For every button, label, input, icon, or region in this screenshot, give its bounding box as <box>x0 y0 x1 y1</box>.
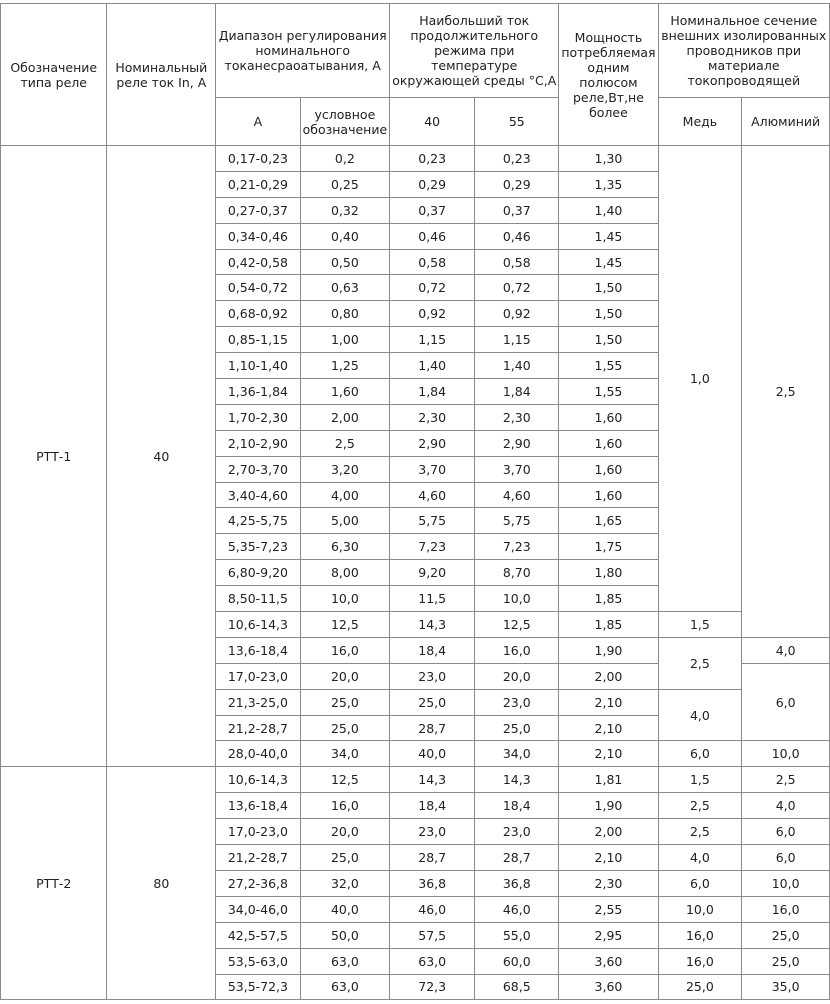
power-cell: 2,10 <box>559 741 658 767</box>
range-a-cell: 17,0-23,0 <box>216 663 300 689</box>
current-55-cell: 0,58 <box>475 249 559 275</box>
current-40-cell: 1,40 <box>390 353 475 379</box>
header-temp-40: 40 <box>390 98 475 146</box>
range-code-cell: 25,0 <box>300 689 390 715</box>
aluminum-section-cell: 4,0 <box>742 637 830 663</box>
copper-section-cell: 2,5 <box>658 819 742 845</box>
group-nominal-cell: 80 <box>107 767 216 1000</box>
range-code-cell: 40,0 <box>300 896 390 922</box>
current-55-cell: 10,0 <box>475 586 559 612</box>
header-max-current: Наибольший ток продолжительного режима при температуре окружающей среды °С,А <box>390 4 559 98</box>
current-40-cell: 23,0 <box>390 819 475 845</box>
range-code-cell: 0,80 <box>300 301 390 327</box>
table-header <box>1 4 830 146</box>
range-code-cell: 2,00 <box>300 404 390 430</box>
power-cell: 1,60 <box>559 430 658 456</box>
current-55-cell: 0,37 <box>475 197 559 223</box>
group-type-cell: РТТ-2 <box>1 767 107 1000</box>
power-cell: 1,50 <box>559 327 658 353</box>
current-40-cell: 1,84 <box>390 379 475 405</box>
copper-section-cell: 1,5 <box>658 767 742 793</box>
copper-section-cell: 6,0 <box>658 741 742 767</box>
current-55-cell: 1,40 <box>475 353 559 379</box>
current-55-cell: 12,5 <box>475 612 559 638</box>
range-a-cell: 0,42-0,58 <box>216 249 300 275</box>
power-cell: 1,45 <box>559 223 658 249</box>
range-code-cell: 6,30 <box>300 534 390 560</box>
range-a-cell: 10,6-14,3 <box>216 612 300 638</box>
current-55-cell: 8,70 <box>475 560 559 586</box>
power-cell: 1,50 <box>559 301 658 327</box>
copper-section-cell: 4,0 <box>658 845 742 871</box>
range-a-cell: 42,5-57,5 <box>216 922 300 948</box>
current-55-cell: 3,70 <box>475 456 559 482</box>
current-55-cell: 0,23 <box>475 146 559 172</box>
header-copper: Медь <box>658 98 742 146</box>
header-power: Мощность потребляемая одним полюсом реле,Вт,не более <box>559 4 658 146</box>
aluminum-section-cell: 6,0 <box>742 819 830 845</box>
range-a-cell: 27,2-36,8 <box>216 870 300 896</box>
power-cell: 1,60 <box>559 482 658 508</box>
range-code-cell: 12,5 <box>300 767 390 793</box>
power-cell: 2,10 <box>559 845 658 871</box>
current-40-cell: 18,4 <box>390 793 475 819</box>
range-a-cell: 0,68-0,92 <box>216 301 300 327</box>
current-55-cell: 2,90 <box>475 430 559 456</box>
range-a-cell: 34,0-46,0 <box>216 896 300 922</box>
power-cell: 1,75 <box>559 534 658 560</box>
current-55-cell: 36,8 <box>475 870 559 896</box>
aluminum-section-cell: 4,0 <box>742 793 830 819</box>
power-cell: 1,80 <box>559 560 658 586</box>
range-code-cell: 20,0 <box>300 663 390 689</box>
power-cell: 1,50 <box>559 275 658 301</box>
range-code-cell: 4,00 <box>300 482 390 508</box>
current-40-cell: 0,46 <box>390 223 475 249</box>
current-55-cell: 16,0 <box>475 637 559 663</box>
current-40-cell: 0,23 <box>390 146 475 172</box>
range-a-cell: 10,6-14,3 <box>216 767 300 793</box>
range-a-cell: 4,25-5,75 <box>216 508 300 534</box>
power-cell: 3,60 <box>559 948 658 974</box>
current-55-cell: 0,29 <box>475 171 559 197</box>
range-code-cell: 0,2 <box>300 146 390 172</box>
current-55-cell: 0,72 <box>475 275 559 301</box>
range-code-cell: 0,25 <box>300 171 390 197</box>
range-a-cell: 0,21-0,29 <box>216 171 300 197</box>
range-a-cell: 1,70-2,30 <box>216 404 300 430</box>
range-code-cell: 25,0 <box>300 845 390 871</box>
copper-section-cell: 6,0 <box>658 870 742 896</box>
power-cell: 2,10 <box>559 715 658 741</box>
power-cell: 2,10 <box>559 689 658 715</box>
range-code-cell: 10,0 <box>300 586 390 612</box>
current-40-cell: 4,60 <box>390 482 475 508</box>
range-code-cell: 16,0 <box>300 637 390 663</box>
copper-section-cell: 1,0 <box>658 146 742 612</box>
power-cell: 1,81 <box>559 767 658 793</box>
current-40-cell: 0,58 <box>390 249 475 275</box>
current-55-cell: 55,0 <box>475 922 559 948</box>
power-cell: 1,90 <box>559 637 658 663</box>
range-a-cell: 2,70-3,70 <box>216 456 300 482</box>
power-cell: 1,45 <box>559 249 658 275</box>
range-a-cell: 28,0-40,0 <box>216 741 300 767</box>
header-range: Диапазон регулирования номинального токанесраоатывания, А <box>216 4 390 98</box>
current-40-cell: 3,70 <box>390 456 475 482</box>
power-cell: 1,60 <box>559 404 658 430</box>
range-code-cell: 5,00 <box>300 508 390 534</box>
current-40-cell: 18,4 <box>390 637 475 663</box>
current-55-cell: 0,92 <box>475 301 559 327</box>
current-40-cell: 46,0 <box>390 896 475 922</box>
range-a-cell: 2,10-2,90 <box>216 430 300 456</box>
aluminum-section-cell: 25,0 <box>742 922 830 948</box>
copper-section-cell: 16,0 <box>658 948 742 974</box>
power-cell: 2,55 <box>559 896 658 922</box>
range-a-cell: 0,85-1,15 <box>216 327 300 353</box>
copper-section-cell: 10,0 <box>658 896 742 922</box>
header-temp-55: 55 <box>475 98 559 146</box>
current-55-cell: 1,15 <box>475 327 559 353</box>
range-a-cell: 0,27-0,37 <box>216 197 300 223</box>
range-code-cell: 0,63 <box>300 275 390 301</box>
range-a-cell: 13,6-18,4 <box>216 793 300 819</box>
current-55-cell: 7,23 <box>475 534 559 560</box>
current-55-cell: 4,60 <box>475 482 559 508</box>
current-40-cell: 5,75 <box>390 508 475 534</box>
range-code-cell: 63,0 <box>300 948 390 974</box>
current-55-cell: 1,84 <box>475 379 559 405</box>
table-row <box>1 767 830 793</box>
range-a-cell: 21,2-28,7 <box>216 715 300 741</box>
current-40-cell: 36,8 <box>390 870 475 896</box>
range-code-cell: 25,0 <box>300 715 390 741</box>
range-a-cell: 0,17-0,23 <box>216 146 300 172</box>
range-code-cell: 12,5 <box>300 612 390 638</box>
current-40-cell: 25,0 <box>390 689 475 715</box>
current-55-cell: 25,0 <box>475 715 559 741</box>
power-cell: 1,85 <box>559 586 658 612</box>
power-cell: 1,55 <box>559 353 658 379</box>
copper-section-cell: 1,5 <box>658 612 742 638</box>
range-a-cell: 53,5-72,3 <box>216 974 300 1000</box>
range-a-cell: 21,3-25,0 <box>216 689 300 715</box>
current-40-cell: 7,23 <box>390 534 475 560</box>
range-code-cell: 8,00 <box>300 560 390 586</box>
header-section: Номинальное сечение внешних изолированных проводников при материале токопроводящей <box>658 4 829 98</box>
power-cell: 1,65 <box>559 508 658 534</box>
range-code-cell: 32,0 <box>300 870 390 896</box>
range-code-cell: 1,25 <box>300 353 390 379</box>
aluminum-section-cell: 25,0 <box>742 948 830 974</box>
aluminum-section-cell: 10,0 <box>742 741 830 767</box>
current-55-cell: 20,0 <box>475 663 559 689</box>
copper-section-cell: 25,0 <box>658 974 742 1000</box>
current-40-cell: 14,3 <box>390 767 475 793</box>
aluminum-section-cell: 2,5 <box>742 767 830 793</box>
current-55-cell: 34,0 <box>475 741 559 767</box>
current-55-cell: 68,5 <box>475 974 559 1000</box>
group-type-cell: РТТ-1 <box>1 146 107 767</box>
range-code-cell: 34,0 <box>300 741 390 767</box>
current-55-cell: 46,0 <box>475 896 559 922</box>
power-cell: 1,35 <box>559 171 658 197</box>
relay-spec-table <box>0 3 830 1000</box>
range-a-cell: 0,34-0,46 <box>216 223 300 249</box>
current-55-cell: 5,75 <box>475 508 559 534</box>
power-cell: 1,30 <box>559 146 658 172</box>
range-code-cell: 0,40 <box>300 223 390 249</box>
range-a-cell: 3,40-4,60 <box>216 482 300 508</box>
range-a-cell: 1,10-1,40 <box>216 353 300 379</box>
range-code-cell: 3,20 <box>300 456 390 482</box>
range-code-cell: 1,60 <box>300 379 390 405</box>
current-40-cell: 0,92 <box>390 301 475 327</box>
header-aluminum: Алюминий <box>742 98 830 146</box>
current-40-cell: 0,72 <box>390 275 475 301</box>
current-55-cell: 2,30 <box>475 404 559 430</box>
range-code-cell: 0,32 <box>300 197 390 223</box>
current-55-cell: 28,7 <box>475 845 559 871</box>
current-40-cell: 2,30 <box>390 404 475 430</box>
power-cell: 2,95 <box>559 922 658 948</box>
group-nominal-cell: 40 <box>107 146 216 767</box>
power-cell: 2,00 <box>559 819 658 845</box>
current-40-cell: 14,3 <box>390 612 475 638</box>
power-cell: 1,90 <box>559 793 658 819</box>
copper-section-cell: 16,0 <box>658 922 742 948</box>
power-cell: 1,40 <box>559 197 658 223</box>
copper-section-cell: 4,0 <box>658 689 742 741</box>
power-cell: 1,60 <box>559 456 658 482</box>
range-code-cell: 1,00 <box>300 327 390 353</box>
current-40-cell: 72,3 <box>390 974 475 1000</box>
current-40-cell: 2,90 <box>390 430 475 456</box>
range-a-cell: 8,50-11,5 <box>216 586 300 612</box>
current-55-cell: 23,0 <box>475 819 559 845</box>
current-40-cell: 40,0 <box>390 741 475 767</box>
range-code-cell: 63,0 <box>300 974 390 1000</box>
power-cell: 3,60 <box>559 974 658 1000</box>
aluminum-section-cell: 2,5 <box>742 146 830 638</box>
header-range-code: условное обозначение <box>300 98 390 146</box>
aluminum-section-cell: 10,0 <box>742 870 830 896</box>
power-cell: 2,00 <box>559 663 658 689</box>
current-40-cell: 23,0 <box>390 663 475 689</box>
current-40-cell: 28,7 <box>390 715 475 741</box>
current-40-cell: 63,0 <box>390 948 475 974</box>
range-a-cell: 5,35-7,23 <box>216 534 300 560</box>
aluminum-section-cell: 6,0 <box>742 845 830 871</box>
range-code-cell: 50,0 <box>300 922 390 948</box>
power-cell: 1,85 <box>559 612 658 638</box>
range-a-cell: 53,5-63,0 <box>216 948 300 974</box>
range-a-cell: 6,80-9,20 <box>216 560 300 586</box>
range-a-cell: 0,54-0,72 <box>216 275 300 301</box>
range-code-cell: 20,0 <box>300 819 390 845</box>
table-body <box>1 146 830 1000</box>
header-nominal-current: Номинальный реле ток In, А <box>107 4 216 146</box>
current-55-cell: 14,3 <box>475 767 559 793</box>
range-a-cell: 1,36-1,84 <box>216 379 300 405</box>
aluminum-section-cell: 16,0 <box>742 896 830 922</box>
current-40-cell: 11,5 <box>390 586 475 612</box>
current-40-cell: 28,7 <box>390 845 475 871</box>
power-cell: 1,55 <box>559 379 658 405</box>
range-code-cell: 0,50 <box>300 249 390 275</box>
aluminum-section-cell: 6,0 <box>742 663 830 741</box>
current-40-cell: 0,37 <box>390 197 475 223</box>
table-row <box>1 146 830 172</box>
range-a-cell: 17,0-23,0 <box>216 819 300 845</box>
aluminum-section-cell: 35,0 <box>742 974 830 1000</box>
header-range-a: А <box>216 98 300 146</box>
header-type: Обозначение типа реле <box>1 4 107 146</box>
current-40-cell: 9,20 <box>390 560 475 586</box>
current-40-cell: 0,29 <box>390 171 475 197</box>
current-55-cell: 0,46 <box>475 223 559 249</box>
range-a-cell: 21,2-28,7 <box>216 845 300 871</box>
range-code-cell: 2,5 <box>300 430 390 456</box>
current-40-cell: 1,15 <box>390 327 475 353</box>
current-55-cell: 18,4 <box>475 793 559 819</box>
power-cell: 2,30 <box>559 870 658 896</box>
current-55-cell: 60,0 <box>475 948 559 974</box>
range-code-cell: 16,0 <box>300 793 390 819</box>
current-40-cell: 57,5 <box>390 922 475 948</box>
copper-section-cell: 2,5 <box>658 793 742 819</box>
copper-section-cell: 2,5 <box>658 637 742 689</box>
current-55-cell: 23,0 <box>475 689 559 715</box>
range-a-cell: 13,6-18,4 <box>216 637 300 663</box>
